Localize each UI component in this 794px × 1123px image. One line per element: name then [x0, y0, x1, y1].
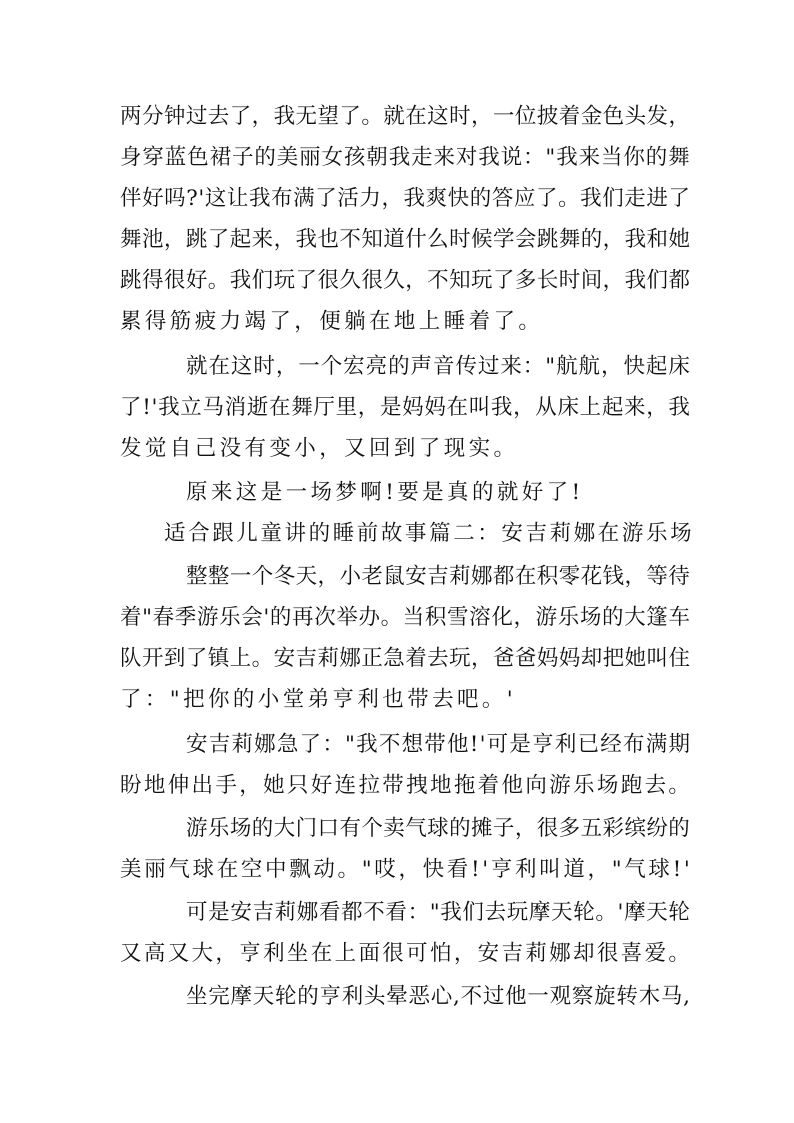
- text-line: [120, 644, 690, 674]
- text-line-content: 安 吉 莉 娜 急 了 ： " 我 不 想 带 他 ! ' 可 是 亨 利 已 经 布 满 期: [186, 732, 690, 757]
- text-line-content: 原来这是一场梦啊!要是真的就好了!: [186, 480, 584, 505]
- text-line: [120, 225, 690, 255]
- text-line: [120, 434, 690, 464]
- text-line-content: 盼 地 伸 出 手 ， 她 只 好 连 拉 带 拽 地 拖 着 他 向 游 乐 场 跑 去 。: [120, 773, 690, 798]
- text-line-content: 发觉自己没有变小，又回到了现实。: [120, 436, 519, 461]
- text-line: [120, 771, 690, 801]
- text-line-content: 舞 池 ， 跳 了 起 来 ， 我 也 不 知 道 什 么 时 候 学 会 跳 舞 的 ， 我 和 她: [120, 227, 690, 252]
- text-line: [120, 855, 690, 885]
- text-line-content: 跳 得 很 好 。 我 们 玩 了 很 久 很 久 ， 不 知 玩 了 多 长 时 间 ， 我 们 都: [120, 268, 690, 293]
- text-line-content: 又 高 又 大 ， 亨 利 坐 在 上 面 很 可 怕 ， 安 吉 莉 娜 却 很 喜 爱 。: [120, 941, 690, 966]
- text-line-content: 坐 完 摩 天 轮 的 亨 利 头 晕 恶 心 , 不 过 他 一 观 察 旋 转 木 马 ,: [186, 984, 690, 1009]
- text-line-content: 了："把你的小堂弟亨利也带去吧。': [120, 687, 517, 712]
- text-line: [186, 478, 690, 508]
- section-heading: [164, 519, 695, 549]
- text-line: [120, 143, 690, 173]
- text-line-content: 身 穿 蓝 色 裙 子 的 美 丽 女 孩 朝 我 走 来 对 我 说 ： " 我 来 当 你 的 舞: [120, 145, 690, 170]
- text-line-content: 了 ! ' 我 立 马 消 逝 在 舞 厅 里 ， 是 妈 妈 在 叫 我 ， 从 床 上 起 来 ， 我: [120, 395, 690, 420]
- text-line-content: 就 在 这 时 ， 一 个 宏 亮 的 声 音 传 过 来 ： " 航 航 ， 快 起 床: [186, 354, 690, 379]
- text-line: [186, 982, 690, 1012]
- text-line-content: 队 开 到 了 镇 上 。 安 吉 莉 娜 正 急 着 去 玩 ， 爸 爸 妈 妈 却 把 她 叫 住: [120, 646, 690, 671]
- text-line: [120, 685, 690, 715]
- text-line: [120, 603, 690, 633]
- text-line: [120, 307, 690, 337]
- text-line-content: 可 是 安 吉 莉 娜 看 都 不 看 ： " 我 们 去 玩 摩 天 轮 。 ' 摩 天 轮: [186, 900, 690, 925]
- text-line: [120, 102, 690, 132]
- text-line-content: 累得筋疲力竭了，便躺在地上睡着了。: [120, 309, 544, 334]
- text-line: [186, 562, 690, 592]
- text-line-content: 两 分 钟 过 去 了 ， 我 无 望 了 。 就 在 这 时 ， 一 位 披 着 金 色 头 发 ，: [120, 104, 690, 129]
- text-line: [186, 898, 690, 928]
- text-line: [186, 352, 690, 382]
- text-line: [120, 393, 690, 423]
- text-line-content: 游 乐 场 的 大 门 口 有 个 卖 气 球 的 摊 子 ， 很 多 五 彩 缤 纷 的: [186, 816, 690, 841]
- text-line-content: 着 " 春 季 游 乐 会 ' 的 再 次 举 办 。 当 积 雪 溶 化 ， 游 乐 场 的 大 篷 车: [120, 605, 690, 630]
- text-line: [120, 184, 690, 214]
- text-line: [120, 266, 690, 296]
- text-line-content: 整 整 一 个 冬 天 ， 小 老 鼠 安 吉 莉 娜 都 在 积 零 花 钱 ， 等 待: [186, 564, 690, 589]
- text-line-content: 伴 好 吗 ? ' 这 让 我 布 满 了 活 力 ， 我 爽 快 的 答 应 了 。 我 们 走 进 了: [120, 186, 690, 211]
- text-line-content: 美 丽 气 球 在 空 中 飘 动 。 " 哎 ， 快 看 ! ' 亨 利 叫 道 ， " 气 球 ! ': [120, 857, 690, 882]
- text-line: [186, 730, 690, 760]
- text-line: [186, 814, 690, 844]
- text-line: [120, 939, 690, 969]
- section-heading-text: 适合跟儿童讲的睡前故事篇二：安吉莉娜在游乐场: [164, 521, 695, 546]
